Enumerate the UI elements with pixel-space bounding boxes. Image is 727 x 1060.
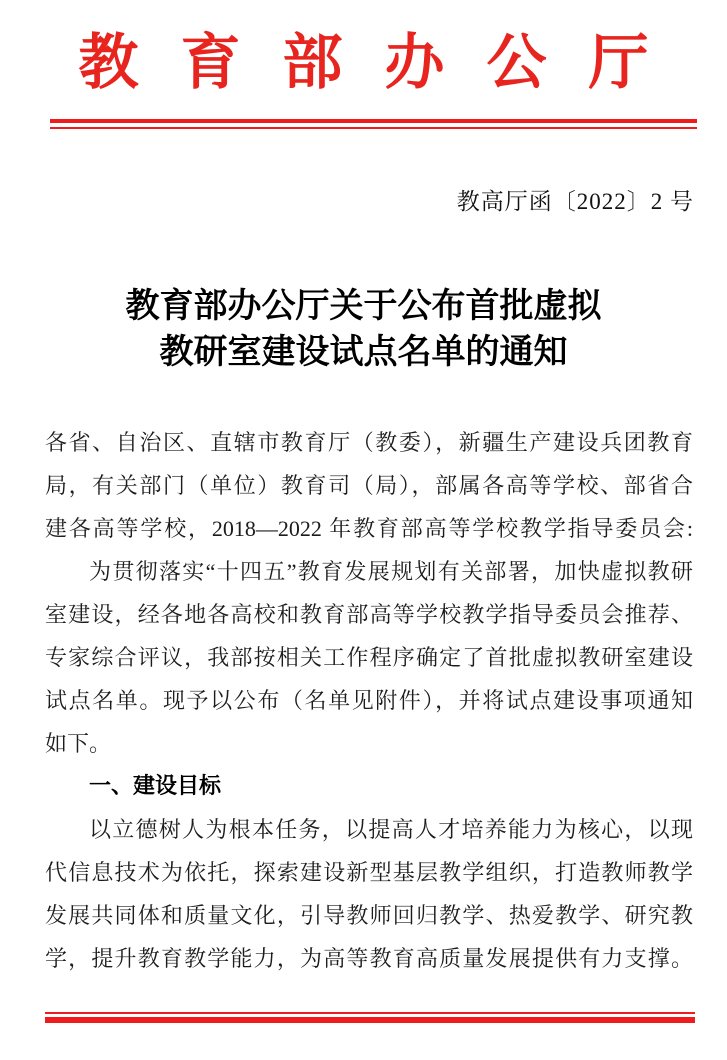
agency-name: 教育部办公厅 (78, 28, 691, 98)
body-line: 建各高等学校，2018—2022 年教育部高等学校教学指导委员会: (45, 516, 693, 541)
footer-rule-thin (45, 1012, 695, 1014)
section-heading: 一、建设目标 (89, 774, 222, 799)
body-line: 专家综合评议，我部按相关工作程序确定了首批虚拟教研室建设 (45, 645, 693, 670)
body-line: 以立德树人为根本任务，以提高人才培养能力为核心，以现 (89, 817, 693, 842)
footer-divider (45, 1012, 695, 1023)
body-line: 学，提升教育教学能力，为高等教育高质量发展提供有力支撑。 (45, 946, 693, 971)
letterhead-divider (50, 119, 697, 129)
body-line: 发展共同体和质量文化，引导教师回归教学、热爱教学、研究教 (45, 903, 693, 928)
doc-number: 教高厅函〔2022〕2 号 (456, 189, 694, 214)
body-line: 各省、自治区、直辖市教育厅（教委），新疆生产建设兵团教育 (45, 430, 693, 455)
document-title-line-1: 教育部办公厅关于公布首批虚拟 (125, 286, 602, 326)
body-line: 局，有关部门（单位）教育司（局），部属各高等学校、部省合 (45, 473, 693, 498)
document-title-line-2: 教研室建设试点名单的通知 (159, 332, 568, 372)
footer-rule-thick (45, 1017, 695, 1023)
body-line: 如下。 (45, 731, 112, 756)
body-line: 室建设，经各地各高校和教育部高等学校教学指导委员会推荐、 (45, 602, 693, 627)
body-line: 代信息技术为依托，探索建设新型基层教学组织，打造教师教学 (45, 860, 693, 885)
document-body (45, 421, 693, 980)
body-line: 为贯彻落实“十四五”教育发展规划有关部署，加快虚拟教研 (89, 559, 693, 584)
letterhead-rule-thin (50, 127, 697, 129)
body-line: 试点名单。现予以公布（名单见附件），并将试点建设事项通知 (45, 688, 693, 713)
document-title (0, 283, 727, 375)
letterhead-rule-thick (50, 119, 697, 123)
